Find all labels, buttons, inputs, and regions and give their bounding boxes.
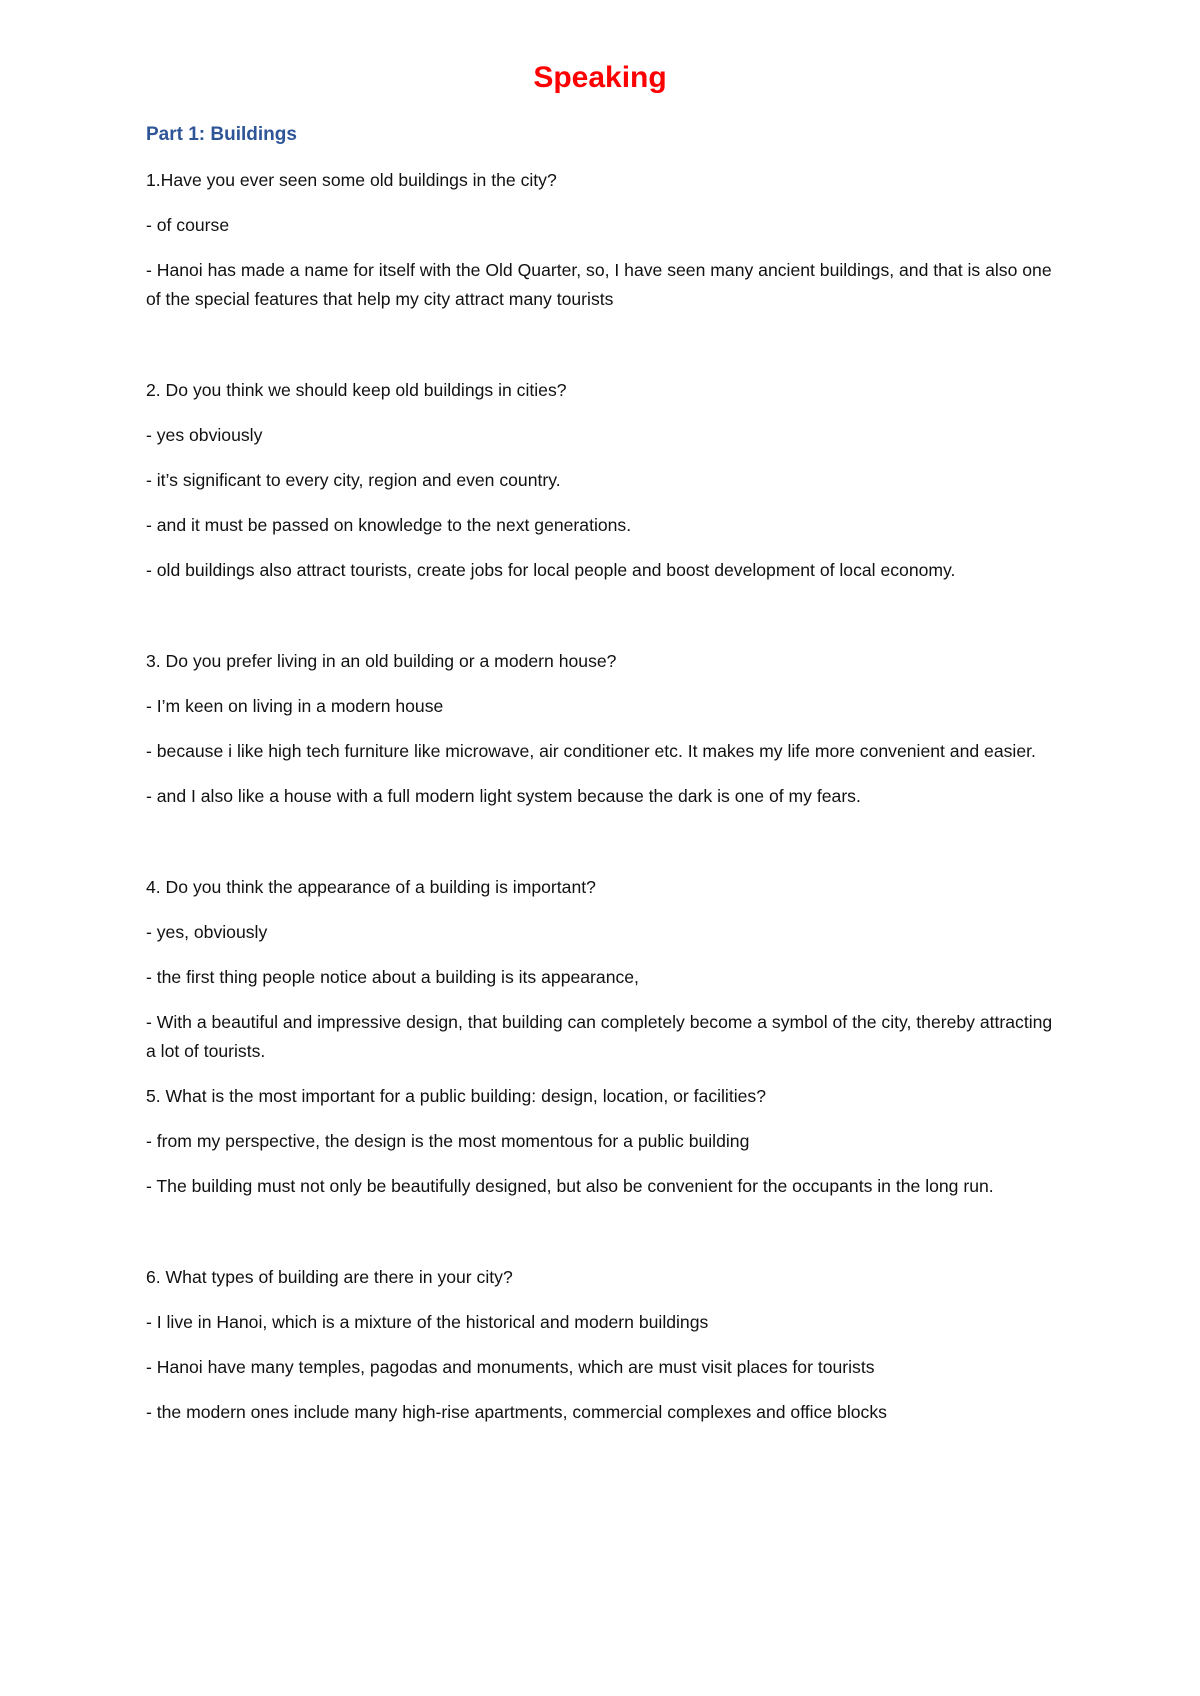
answer-2-4: - old buildings also attract tourists, create jobs for local people and boost development of local economy.: [146, 560, 956, 580]
question-6: 6. What types of building are there in your city?: [146, 1267, 513, 1287]
answer-4-1: - yes, obviously: [146, 922, 268, 942]
answer-2-3: - and it must be passed on knowledge to the next generations.: [146, 515, 632, 535]
answer-2-1: - yes obviously: [146, 425, 263, 445]
question-2: 2. Do you think we should keep old buildings in cities?: [146, 380, 567, 400]
answer-3-3: - and I also like a house with a full modern light system because the dark is one of my fears.: [146, 786, 861, 806]
answer-6-1: - I live in Hanoi, which is a mixture of the historical and modern buildings: [146, 1312, 709, 1332]
page-title: Speaking: [533, 61, 667, 94]
question-5: 5. What is the most important for a public building: design, location, or facilities?: [146, 1086, 766, 1106]
answer-5-2: - The building must not only be beautifully designed, but also be convenient for the occupants in the long run.: [146, 1176, 994, 1196]
answer-3-1: - I’m keen on living in a modern house: [146, 696, 444, 716]
answer-6-3: - the modern ones include many high-rise apartments, commercial complexes and office blocks: [146, 1402, 887, 1422]
document-content: [146, 122, 1066, 1443]
answer-4-2: - the first thing people notice about a building is its appearance,: [146, 967, 639, 987]
answer-1-1: - of course: [146, 215, 230, 235]
question-4: 4. Do you think the appearance of a building is important?: [146, 877, 596, 897]
part-heading: Part 1: Buildings: [146, 124, 297, 145]
spacer: [146, 601, 1066, 647]
answer-3-2: - because i like high tech furniture like microwave, air conditioner etc. It makes my life more convenient and easier.: [146, 741, 1036, 761]
question-3: 3. Do you prefer living in an old building or a modern house?: [146, 651, 617, 671]
spacer: [146, 1217, 1066, 1263]
answer-4-3: - With a beautiful and impressive design, that building can completely become a symbol of the city, thereby attracting a lot of tourists.: [146, 1012, 1053, 1061]
answer-5-1: - from my perspective, the design is the most momentous for a public building: [146, 1131, 750, 1151]
spacer: [146, 330, 1066, 376]
answer-6-2: - Hanoi have many temples, pagodas and monuments, which are must visit places for tourists: [146, 1357, 875, 1377]
spacer: [146, 827, 1066, 873]
answer-1-2: - Hanoi has made a name for itself with the Old Quarter, so, I have seen many ancient buildings, and that is also one of the special features that help my city attract many tourists: [146, 260, 1052, 309]
question-1: 1.Have you ever seen some old buildings in the city?: [146, 170, 557, 190]
answer-2-2: - it’s significant to every city, region and even country.: [146, 470, 561, 490]
